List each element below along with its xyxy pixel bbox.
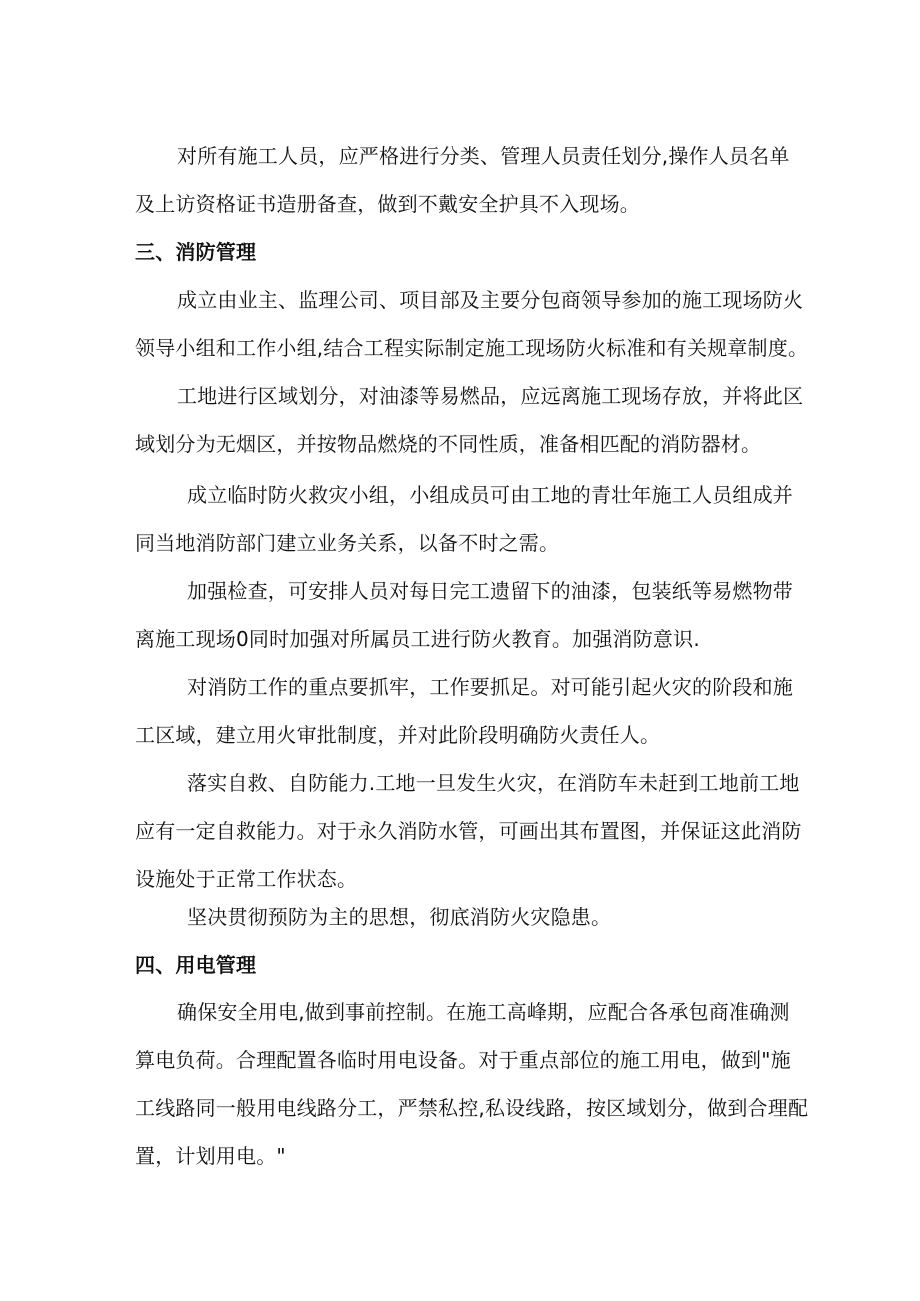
paragraph-line: 同当地消防部门建立业务关系，以备不时之需。 [135,531,560,555]
paragraph-line: 应有一定自救能力。对于永久消防水管，可画出其布置图，并保证这此消防 [135,819,802,843]
paragraph-line: 算电负荷。合理配置各临时用电设备。对于重点部位的施工用电，做到"施 [135,1048,791,1072]
paragraph-line: 工地进行区域划分，对油漆等易燃品，应远离施工现场存放，并将此区 [177,384,804,408]
paragraph-line: 确保安全用电,做到事前控制。在施工高峰期，应配合各承包商准确测 [177,1000,790,1024]
paragraph-line: 领导小组和工作小组,结合工程实际制定施工现场防火标准和有关规章制度。 [135,336,809,360]
paragraph-line: 对所有施工人员，应严格进行分类、管理人员责任划分,操作人员名单 [177,144,790,168]
paragraph-line: 工线路同一般用电线路分工，严禁私控,私设线路，按区域划分，做到合理配 [135,1096,809,1120]
paragraph-line: 及上访资格证书造册备查，做到不戴安全护具不入现场。 [135,192,640,216]
section-heading-fire-management: 三、消防管理 [135,240,257,264]
paragraph-line: 域划分为无烟区，并按物品燃烧的不同性质，准备相匹配的消防器材。 [135,432,762,456]
paragraph-line: 工区域，建立用火审批制度，并对此阶段明确防火责任人。 [135,723,661,747]
paragraph-line: 对消防工作的重点要抓牢，工作要抓足。对可能引起火灾的阶段和施 [187,675,793,699]
paragraph-line: 成立临时防火救灾小组，小组成员可由工地的青壮年施工人员组成并 [187,483,793,507]
paragraph-line: 加强检查，可安排人员对每日完工遗留下的油漆，包装纸等易燃物带 [187,579,793,603]
paragraph-line: 离施工现场0同时加强对所属员工进行防火教育。加强消防意识. [135,627,700,651]
paragraph-line: 成立由业主、监理公司、项目部及主要分包商领导参加的施工现场防火 [177,288,804,312]
paragraph-line: 置，计划用电。" [135,1144,286,1168]
paragraph-line: 落实自救、自防能力.工地一旦发生火灾，在消防车未赶到工地前工地 [187,771,800,795]
paragraph-line: 设施处于正常工作状态。 [135,867,358,891]
paragraph-line: 坚决贯彻预防为主的思想，彻底消防火灾隐患。 [187,905,612,929]
section-heading-power-management: 四、用电管理 [135,953,257,977]
